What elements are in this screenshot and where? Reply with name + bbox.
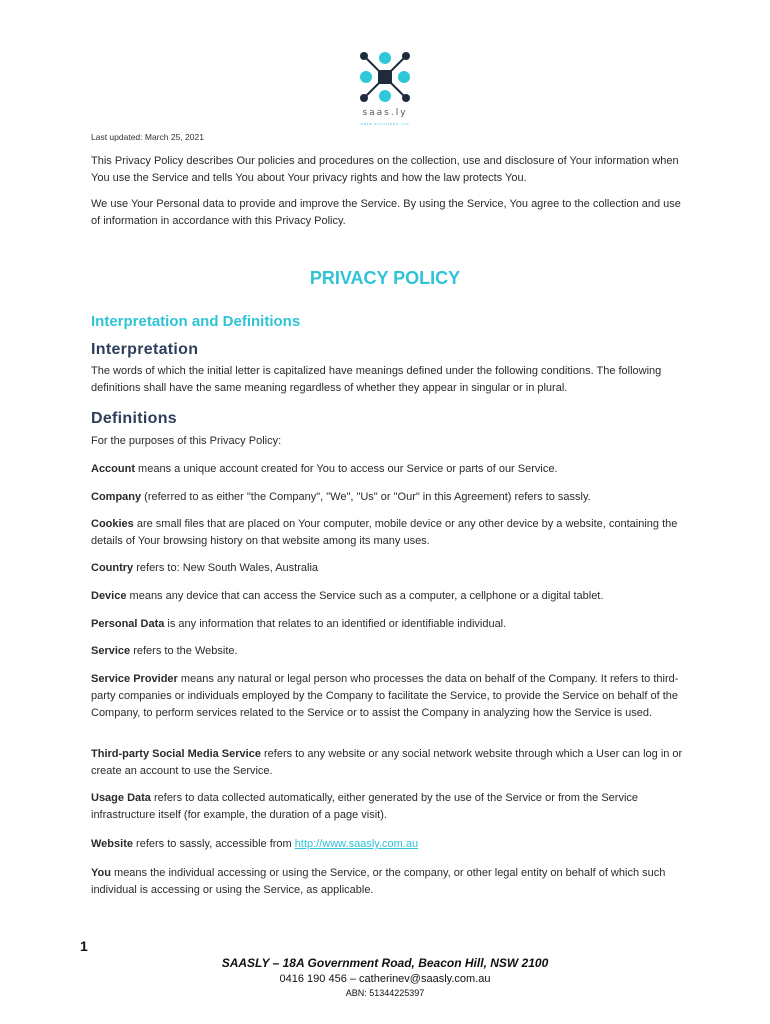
- definition-term: Website: [91, 838, 133, 850]
- definition-text: refers to data collected automatically, either generated by the use of the Service or from the Service infrastructure itself (for example, the duration of a page visit).: [91, 792, 639, 821]
- definition-text: refers to sassly, accessible from: [132, 838, 295, 850]
- logo-tagline: data solutions inc: [360, 121, 410, 126]
- definition-term: Device: [91, 590, 127, 602]
- definition-text: means the individual accessing or using the Service, or the company, or other legal entity on behalf of which such individual is accessing or using the Service, as applicable.: [91, 867, 666, 896]
- definition-text: means any natural or legal person who processes the data on behalf of the Company. It refers to third-party companies or individuals employed by the Company to facilitate the Service, to provide the Service on behalf of the Company, to perform services related to the Service or to assist the Company in analyzing how the Service is used.: [91, 673, 679, 719]
- definition-item: [91, 560, 691, 577]
- definition-text: refers to any website or any social network website through which a User can log in or create an account to use the Service.: [91, 748, 683, 777]
- website-link[interactable]: http://www.saasly.com.au: [294, 838, 419, 850]
- definition-term: Service: [91, 645, 131, 657]
- definition-text: refers to the Website.: [130, 645, 238, 657]
- definition-item: [91, 588, 691, 605]
- definition-text: is any information that relates to an identified or identifiable individual.: [164, 618, 507, 630]
- definition-item: [91, 489, 691, 506]
- last-updated: Last updated: March 25, 2021: [91, 132, 204, 142]
- logo-wordmark: saas.ly: [362, 108, 408, 118]
- definition-item: [91, 746, 691, 780]
- definition-text: are small files that are placed on Your computer, mobile device or any other device by a website, containing the details of Your browsing history on that website among its many uses.: [91, 518, 678, 547]
- page-title: PRIVACY POLICY: [309, 268, 461, 288]
- definition-term: Usage Data: [91, 792, 151, 804]
- intro-paragraph: We use Your Personal data to provide and improve the Service. By using the Service, You agree to the collection and use of information in accordance with this Privacy Policy.: [91, 198, 681, 227]
- definition-text: means any device that can access the Service such as a computer, a cellphone or a digital tablet.: [126, 590, 604, 602]
- definition-item: [91, 865, 691, 899]
- definition-term: You: [91, 867, 111, 879]
- definition-term: Personal Data: [91, 618, 165, 630]
- intro-paragraph: This Privacy Policy describes Our policies and procedures on the collection, use and disclosure of Your information when You use the Service and tells You about Your privacy rights and how the law protects You.: [91, 155, 679, 184]
- footer-contact: 0416 190 456 – catherinev@saasly.com.au: [279, 973, 491, 985]
- definition-term: Service Provider: [91, 673, 178, 685]
- definition-term: Company: [91, 491, 142, 503]
- page-number: 1: [80, 938, 88, 954]
- definition-text: (referred to as either "the Company", "We", "Us" or "Our" in this Agreement) refers to sassly.: [141, 491, 591, 503]
- definition-item: [91, 671, 691, 722]
- definition-item: [91, 643, 691, 660]
- interpretation-heading: Interpretation: [91, 341, 199, 358]
- saasly-logo: [350, 46, 420, 130]
- definition-term: Third-party Social Media Service: [91, 748, 261, 760]
- definition-item: [91, 516, 691, 550]
- definition-term: Account: [91, 463, 135, 475]
- logo-mark-icon: [350, 46, 420, 108]
- definition-text: means a unique account created for You to access our Service or parts of our Service.: [135, 463, 558, 475]
- definition-item: [91, 616, 691, 633]
- definition-text: refers to: New South Wales, Australia: [133, 562, 319, 574]
- interpretation-text: The words of which the initial letter is capitalized have meanings defined under the following conditions. The following definitions shall have the same meaning regardless of whether they appear in singular or in plural.: [91, 365, 662, 394]
- definition-item: [91, 790, 691, 824]
- footer-abn: ABN: 51344225397: [345, 988, 425, 998]
- section-heading: Interpretation and Definitions: [91, 313, 301, 330]
- definition-item: [91, 461, 691, 478]
- footer-address: SAASLY – 18A Government Road, Beacon Hill, NSW 2100: [221, 956, 549, 970]
- definition-term: Cookies: [91, 518, 134, 530]
- definitions-heading: Definitions: [91, 410, 177, 427]
- definition-item: [91, 836, 691, 853]
- definitions-intro: For the purposes of this Privacy Policy:: [91, 435, 282, 447]
- definition-term: Country: [91, 562, 134, 574]
